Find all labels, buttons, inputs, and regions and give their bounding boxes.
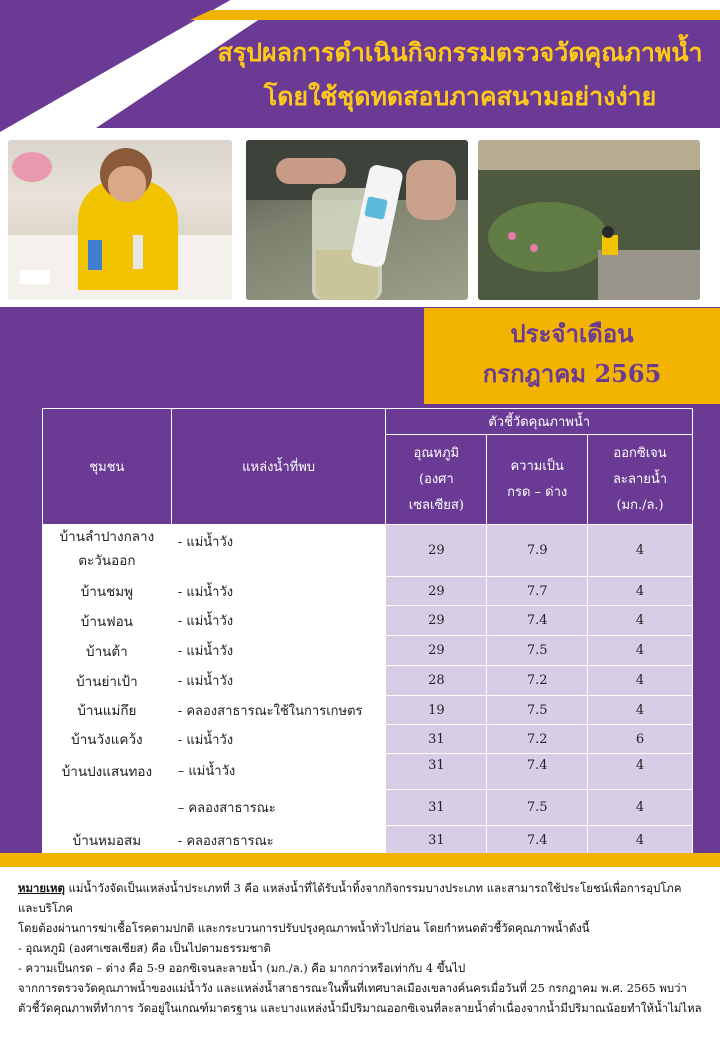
- table-row: [43, 725, 693, 754]
- footer-gold-bar: [0, 853, 720, 867]
- temp-cell: 31: [386, 790, 487, 826]
- header-temp-l1: อุณหภูมิ: [413, 445, 460, 461]
- community-cell: บ้านแม่กึย: [43, 696, 172, 725]
- do-cell: 6: [588, 725, 693, 754]
- temp-cell: 31: [386, 754, 487, 790]
- temp-cell: 29: [386, 636, 487, 666]
- remarks-line3: โดยต้องผ่านการฆ่าเชื้อโรคตามปกติ และกระบวนการปรับปรุงคุณภาพน้ำทั่วไปก่อน โดยกำหนดตัวชี้วัดคุณภาพน้ำดังนี้: [18, 921, 590, 935]
- source-cell: – แม่น้ำวัง: [171, 754, 386, 790]
- source-cell: - แม่น้ำวัง: [171, 636, 386, 666]
- remarks-line7: ตัวชี้วัดคุณภาพที่ทำการ วัดอยู่ในเกณฑ์มาตรฐาน และบางแหล่งน้ำมีปริมาณออกซิเจนที่ละลายน้ำต่ำเนื่องจากน้ำมีปริมาณน้อยทำให้น้ำไม่ไหล: [18, 1001, 702, 1015]
- table-row: [43, 525, 693, 577]
- community-name-line2: ตะวันออก: [78, 553, 136, 569]
- source-cell: - แม่น้ำวัง: [171, 525, 386, 577]
- temp-cell: 31: [386, 826, 487, 855]
- table-row: [43, 696, 693, 725]
- water-quality-table: [42, 408, 693, 855]
- ph-cell: 7.4: [487, 826, 588, 855]
- temp-cell: 29: [386, 606, 487, 636]
- community-cell: [43, 525, 172, 577]
- ph-cell: 7.7: [487, 577, 588, 606]
- remarks-label: หมายเหตุ: [18, 881, 65, 895]
- community-cell: บ้านวังแคว้ง: [43, 725, 172, 754]
- temp-cell: 28: [386, 666, 487, 696]
- photo-sample-bottle: [246, 140, 468, 300]
- remarks-line4: - อุณหภูมิ (องศาเซลเซียส) คือ เป็นไปตามธรรมชาติ: [18, 941, 271, 955]
- header-temp-l2: (องศา: [418, 471, 454, 487]
- table-row: [43, 636, 693, 666]
- table-row: [43, 826, 693, 855]
- temp-cell: 31: [386, 725, 487, 754]
- header-indicators: ตัวชี้วัดคุณภาพน้ำ: [386, 409, 693, 435]
- source-cell: - แม่น้ำวัง: [171, 606, 386, 636]
- source-cell: – คลองสาธารณะ: [171, 790, 386, 826]
- remarks-line2: และบริโภค: [18, 901, 74, 915]
- ph-cell: 7.5: [487, 696, 588, 725]
- table-row: [43, 577, 693, 606]
- ph-cell: 7.5: [487, 790, 588, 826]
- source-cell: - แม่น้ำวัง: [171, 666, 386, 696]
- table-row: [43, 754, 693, 790]
- community-cell: บ้านหมอสม: [43, 826, 172, 855]
- do-cell: 4: [588, 525, 693, 577]
- header-do-l2: ละลายน้ำ: [613, 471, 668, 487]
- temp-cell: 29: [386, 525, 487, 577]
- temp-cell: 19: [386, 696, 487, 725]
- remarks-line5: - ความเป็นกรด – ด่าง คือ 5-9 ออกซิเจนละลายน้ำ (มก./ล.) คือ มากกว่าหรือเท่ากับ 4 ขึ้นไป: [18, 961, 466, 975]
- community-cell: บ้านฟอน: [43, 606, 172, 636]
- page-title-line1: สรุปผลการดำเนินกิจกรรมตรวจวัดคุณภาพน้ำ: [217, 38, 703, 67]
- ph-cell: 7.2: [487, 725, 588, 754]
- community-cell: บ้านปงแสนทอง: [43, 754, 172, 826]
- do-cell: 4: [588, 636, 693, 666]
- header-ph-l1: ความเป็น: [510, 458, 564, 474]
- header-ph: [487, 435, 588, 525]
- community-cell: บ้านต้า: [43, 636, 172, 666]
- remarks-section: [18, 878, 714, 1018]
- ph-cell: 7.5: [487, 636, 588, 666]
- photo-strip: [0, 132, 720, 307]
- table-row: [43, 666, 693, 696]
- header-ph-l2: กรด – ด่าง: [507, 484, 568, 500]
- header-temperature: [386, 435, 487, 525]
- month-label: ประจำเดือน: [510, 319, 634, 348]
- do-cell: 4: [588, 696, 693, 725]
- ph-cell: 7.2: [487, 666, 588, 696]
- header-do-l3: (มก./ล.): [616, 497, 664, 513]
- ph-cell: 7.9: [487, 525, 588, 577]
- remarks-text1: แม่น้ำวังจัดเป็นแหล่งน้ำประเภทที่ 3 คือ แหล่งน้ำที่ได้รับน้ำทิ้งจากกิจกรรมบางประเภท และสามารถใช้ประโยชน์เพื่อการอุปโภค: [64, 881, 682, 895]
- header-community: ชุมชน: [43, 409, 172, 525]
- photo-river-sampling: [478, 140, 700, 300]
- source-cell: - แม่น้ำวัง: [171, 577, 386, 606]
- community-cell: บ้านชมพู: [43, 577, 172, 606]
- header-temp-l3: เซลเซียส): [408, 497, 464, 513]
- ph-cell: 7.4: [487, 606, 588, 636]
- page-title-line2: โดยใช้ชุดทดสอบภาคสนามอย่างง่าย: [263, 82, 657, 111]
- photo-testing-indoors: [8, 140, 232, 300]
- source-cell: - คลองสาธารณะใช้ในการเกษตร: [171, 696, 386, 725]
- table-row: [43, 606, 693, 636]
- source-cell: - แม่น้ำวัง: [171, 725, 386, 754]
- community-name: บ้านลำปางกลาง: [59, 529, 155, 545]
- remarks-line1: [18, 878, 714, 898]
- header-dissolved-oxygen: [588, 435, 693, 525]
- do-cell: 4: [588, 754, 693, 790]
- source-cell: - คลองสาธารณะ: [171, 826, 386, 855]
- do-cell: 4: [588, 666, 693, 696]
- header-source: แหล่งน้ำที่พบ: [171, 409, 386, 525]
- community-cell: บ้านย่าเป้า: [43, 666, 172, 696]
- temp-cell: 29: [386, 577, 487, 606]
- remarks-line6: จากการตรวจวัดคุณภาพน้ำของแม่น้ำวัง และแหล่งน้ำสาธารณะในพื้นที่เทศบาลเมืองเขลางค์นครเมื่อวันที่ 25 กรกฎาคม พ.ศ. 2565 พบว่า: [18, 981, 687, 995]
- do-cell: 4: [588, 826, 693, 855]
- ph-cell: 7.4: [487, 754, 588, 790]
- do-cell: 4: [588, 606, 693, 636]
- header-banner: [0, 0, 720, 132]
- month-value: กรกฎาคม 2565: [482, 359, 662, 388]
- header-do-l1: ออกซิเจน: [613, 445, 667, 461]
- do-cell: 4: [588, 577, 693, 606]
- do-cell: 4: [588, 790, 693, 826]
- header-gold-strip: [190, 10, 720, 20]
